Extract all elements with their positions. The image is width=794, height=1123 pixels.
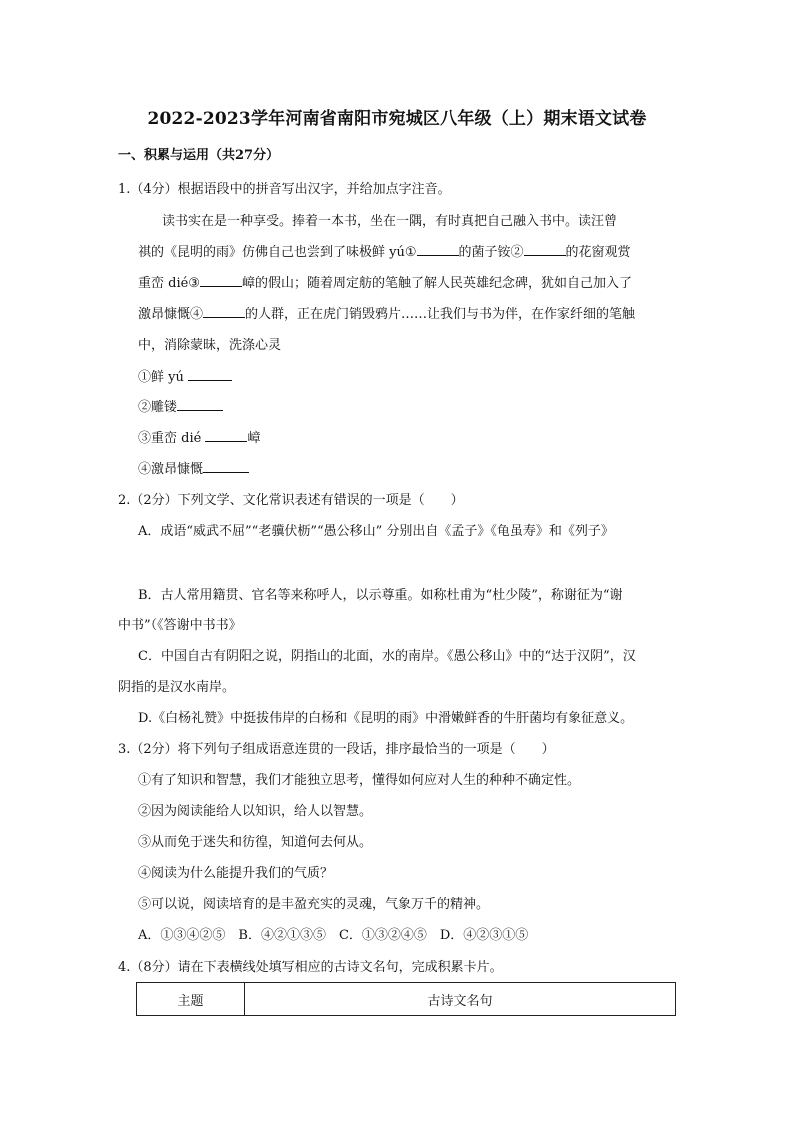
q2-option-a[interactable]: A．成语“威武不屈”“老骥伏枥”“愚公移山” 分别出自《孟子》《龟虽寿》和《列子》 [138,524,614,539]
accumulation-card-table [136,982,676,1016]
page-title: 2022-2023学年河南省南阳市宛城区八年级（上）期末语文试卷 [147,109,647,129]
section-heading: 一、积累与运用（共27分） [118,148,280,163]
q1-passage-line-2 [138,241,631,260]
table-header-theme: 主题 [137,983,245,1016]
q1-answer-3 [138,427,260,446]
q3-sentence-2: ②因为阅读能给人以知识，给人以智慧。 [138,804,373,819]
blank-2[interactable] [524,243,566,256]
q1-passage-2c: 的花窗观赏 [565,245,631,260]
question-3-stem: 3.（2分）将下列句子组成语意连贯的一段话，排序最恰当的一项是（ ） [118,742,555,757]
q1-answer-4 [138,458,249,477]
q1-passage-2a: 祺的《昆明的雨》仿佛自己也尝到了味极鲜 yú① [138,245,417,260]
answer-blank-4[interactable] [203,460,249,473]
q1-passage-2b: 的菌子铵② [458,245,524,260]
q1-passage-line-3 [138,272,632,291]
q1-answer-3-label: ③重峦 dié [138,431,202,446]
blank-3[interactable] [200,274,242,287]
table-header-row [137,983,676,1016]
q3-sentence-5: ⑤可以说，阅读培育的是丰盈充实的灵魂，气象万千的精神。 [138,897,490,912]
blank-1[interactable] [417,243,459,256]
q1-passage-3b: 嶂的假山；随着周定舫的笔触了解人民英雄纪念碑，犹如自己加入了 [241,276,632,291]
q3-sentence-3: ③从而免于迷失和彷徨，知道何去何从。 [138,835,373,850]
q1-passage-line-4 [138,303,635,322]
q1-passage-line-5: 中，消除蒙昧，洗涤心灵 [138,338,282,353]
q1-answer-1-label: ①鲜 yú [138,370,184,385]
q2-option-d[interactable]: D.《白杨礼赞》中挺拔伟岸的白杨和《昆明的雨》中滑嫩鲜香的牛肝菌均有象征意义。 [138,711,634,726]
q3-options[interactable]: A．①③④②⑤ B．④②①③⑤ C．①③②④⑤ D．④②③①⑤ [138,928,529,943]
q1-answer-3-suffix: 嶂 [247,431,261,446]
question-1-stem: 1.（4分）根据语段中的拼音写出汉字，并给加点字注音。 [118,182,451,197]
blank-4[interactable] [203,305,245,318]
q1-passage-line-1: 读书实在是一种享受。捧着一本书，坐在一隅，有时真把自己融入书中。读汪曾 [162,214,618,229]
q1-passage-4a: 激昂慷慨④ [138,307,204,322]
q2-option-b-line-1[interactable]: B．古人常用籍贯、官名等来称呼人，以示尊重。如称杜甫为“杜少陵”，称谢征为“谢 [138,588,623,603]
answer-blank-1[interactable] [188,368,232,381]
answer-blank-3[interactable] [205,429,247,442]
q2-option-c-line-1[interactable]: C．中国自古有阴阳之说，阴指山的北面，水的南岸。《愚公移山》中的“达于汉阴”，汉 [138,649,636,664]
answer-blank-2[interactable] [177,398,223,411]
q3-sentence-4: ④阅读为什么能提升我们的气质？ [138,866,334,881]
q1-answer-4-label: ④激昂慷慨 [138,462,204,477]
question-2-stem: 2.（2分）下列文学、文化常识表述有错误的一项是（ ） [118,493,464,508]
q1-passage-3a: 重峦 dié③ [138,276,200,291]
q1-answer-2-label: ②雕镂 [138,400,178,415]
q1-answer-2 [138,396,223,415]
q1-answer-1 [138,366,232,385]
q3-sentence-1: ①有了知识和智慧，我们才能独立思考，懂得如何应对人生的种种不确定性。 [138,773,581,788]
q1-passage-4b: 的人群，正在虎门销毁鸦片……让我们与书为伴，在作家纤细的笔触 [245,307,636,322]
question-4-stem: 4.（8分）请在下表横线处填写相应的古诗文名句，完成积累卡片。 [118,960,503,975]
q2-option-c-line-2: 阴指的是汉水南岸。 [118,680,236,695]
table-header-verse: 古诗文名句 [245,983,676,1016]
q2-option-b-line-2: 中书”（《答谢中书书》 [118,618,242,633]
